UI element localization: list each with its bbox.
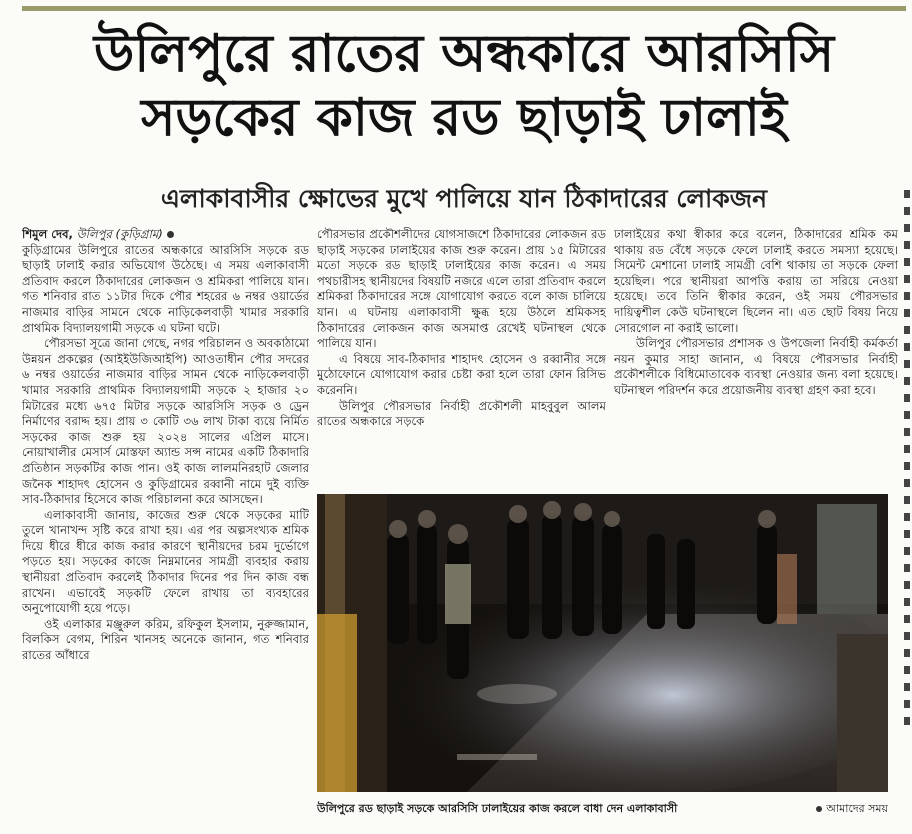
byline-place: উলিপুর (কুড়িগ্রাম) [76,227,163,241]
paragraph: উলিপুর পৌরসভার নির্বাহী প্রকৌশলী মাহবুবুল আলম রাতের অন্ধকারে সড়কে [317,398,606,429]
article-column-1 [22,227,309,827]
news-photo [317,494,888,792]
night-road-scene [317,494,888,792]
photo-credit [816,800,888,818]
paragraph: ঢালাইয়ের কথা স্বীকার করে বলেন, ঠিকাদারের শ্রমিক কম থাকায় রড বেঁধে সড়কে ফেলে ঢালাই করতে সমস্যা হয়েছে। সিমেন্ট মেশানো ঢালাই সামগ্রী বেশি থাকায় তা সড়কে ফেলা হয়েছিল। পরে স্থানীয়রা আপত্তি করায় তা সরিয়ে নেওয়া হয়েছে। তবে তিনি স্বীকার করেন, ওই সময় পৌরসভার দায়িত্বশীল কেউ ঘটনাস্থলে ছিলেন না। এত ছোট বিষয় নিয়ে সোরগোল না করাই ভালো। [614,227,898,335]
paragraph: পৌরসভা সূত্রে জানা গেছে, নগর পরিচালন ও অবকাঠামো উন্নয়ন প্রকল্পের (আইইউজিআইপি) আওতাধীন পৌর সদরের ৬ নম্বর ওয়ার্ডের নাজমার বাড়ির সামন থেকে নাড়িকেলবাড়ী খামার সরকারি প্রাথমিক বিদ্যালয়গামী সড়কে ২ হাজার ২০ মিটারের মধ্যে ৬৭৫ মিটার সড়কে আরসিসি সড়ক ও ড্রেন নির্মাণের বরাদ্দ হয়। প্রায় ৩ কোটি ৩৬ লাখ টাকা ব্যয়ে নির্মিত সড়কের কাজ শুরু হয় ২০২৪ সালের এপ্রিল মাসে। নোয়াখালীর মেসার্স মোস্তফা অ্যান্ড সন্স নামের একটি ঠিকাদারি প্রতিষ্ঠান সড়কটির কাজ পান। ওই কাজ লালমনিরহাট জেলার জনৈক শাহাদৎ হোসেন ও কুড়িগ্রামের রব্বানী নামে দুই ব্যক্তি সাব-ঠিকাদার হিসেবে কাজ পরিচালনা করে আসছেন। [22,336,309,507]
credit-text: আমাদের সময় [826,802,888,815]
paragraph: এলাকাবাসী জানায়, কাজের শুরু থেকে সড়কের মাটি তুলে খানাখন্দ সৃষ্টি করে রাখা হয়। এর পর অল্পসংখ্যক শ্রমিক দিয়ে ধীরে ধীরে কাজ করার কারণে স্থানীয়দের চরম দুর্ভোগে পড়তে হয়। সড়কের কাজে নিম্নমানের সামগ্রী ব্যবহার করায় স্থানীয়রা প্রতিবাদ করলেই ঠিকাদার দিনের পর দিন কাজ বন্ধ রাখেন। এভাবেই সড়কটি ফেলে রাখায় তা ব্যবহারের অনুপোযোগী হয়ে পড়ে। [22,507,309,616]
paragraph: এ বিষয়ে সাব-ঠিকাদার শাহাদৎ হোসেন ও রব্বানীর সঙ্গে মুঠোফোনে যোগাযোগ করার চেষ্টা করা হলে তারা ফোন রিসিভ করেননি। [317,351,606,397]
article-column-2 [317,227,606,489]
article-column-3 [614,227,898,489]
subheadline: এলাকাবাসীর ক্ষোভের মুখে পালিয়ে যান ঠিকাদারের লোকজন [160,184,768,213]
headline-line-1: উলিপুরে রাতের অন্ধকারে আরসিসি [93,24,835,84]
adjacent-column-edge [904,190,912,830]
bullet-icon [816,806,822,812]
photo-caption [317,800,888,818]
paragraph: কুড়িগ্রামের উলিপুরে রাতের অন্ধকারে আরসিসি সড়কে রড ছাড়াই ঢালাই করার অভিযোগ উঠেছে। এ সময় এলাকাবাসী প্রতিবাদ করলে ঠিকাদারের লোকজন ও শ্রমিকরা পালিয়ে যান। গত শনিবার রাত ১১টার দিকে পৌর শহরের ৬ নম্বর ওয়ার্ডের নাজমার বাড়ির সামনে থেকে নাড়িকেলবাড়ী খামার সরকারি প্রাথমিক বিদ্যালয়গামী সড়কে এ ঘটনা ঘটে। [22,242,309,335]
top-rule [22,6,906,11]
paragraph: উলিপুর পৌরসভার প্রশাসক ও উপজেলা নির্বাহী কর্মকর্তা নয়ন কুমার সাহা জানান, এ বিষয়ে পৌরসভার নির্বাহী প্রকৌশলীকে বিধিমোতাবেক ব্যবস্থা নেওয়ার জন্য বলা হয়েছে। ঘটনাস্থল পরিদর্শন করে প্রয়োজনীয় ব্যবস্থা গ্রহণ করা হবে। [614,336,898,397]
headline-line-2: সড়কের কাজ রড ছাড়াই ঢালাই [141,88,787,148]
caption-text: উলিপুরে রড ছাড়াই সড়কে আরসিসি ঢালাইয়ের কাজ করলে বাধা দেন এলাকাবাসী [317,802,678,815]
paragraph: ওই এলাকার মঞ্জুরুল করিম, রফিকুল ইসলাম, নুরুজ্জামান, বিলকিস বেগম, শিরিন খানসহ অনেকে জানান, গত শনিবার রাতের আঁধারে [22,616,309,663]
byline-name: শিমুল দেব, [22,227,73,241]
headline [22,22,906,150]
paragraph: পৌরসভার প্রকৌশলীদের যোগসাজশে ঠিকাদারের লোকজন রড ছাড়াই সড়কের ঢালাইয়ের কাজ শুরু করেন। প্রায় ১৫ মিটারের মতো সড়কে রড ছাড়াই ঢালাইয়ের কাজ করেন। এ সময় পথচারীসহ স্থানীয়দের বিষয়টি নজরে এলে তারা প্রতিবাদ করলে শ্রমিকরা ঠিকাদারের সঙ্গে যোগাযোগ করতে বলে কাজ চালিয়ে যান। এ ঘটনায় এলাকাবাসী ক্ষুব্ধ হয়ে উঠলে শ্রমিকসহ ঠিকাদারের লোকজন কাজ অসমাপ্ত রেখেই ঘটনাস্থল থেকে পালিয়ে যান। [317,227,606,351]
paragraph [22,227,309,243]
bullet-icon [167,231,174,238]
